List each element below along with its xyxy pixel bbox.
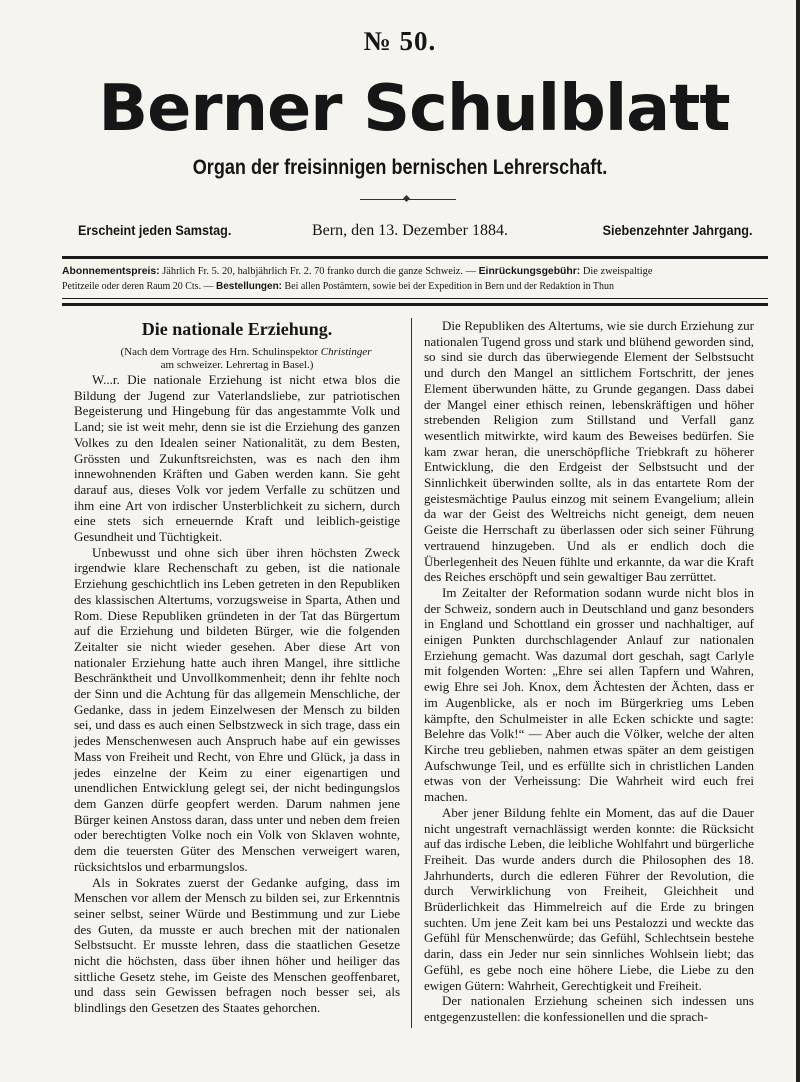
- masthead-subtitle: Organ der freisinnigen bernischen Lehrerschaft.: [192, 156, 608, 179]
- subscription-notice-line-1: Abonnementspreis: Jährlich Fr. 5. 20, halbjährlich Fr. 2. 70 franko durch die ganze Schweiz. — Einrückungsgebühr: Die zweispaltige: [62, 265, 653, 277]
- article-paragraph: Aber jener Bildung fehlte ein Moment, das auf die Dauer nicht ungestraft vernachlässigt werden konnte: die Rücksicht auf das irdische Leben, die leibliche Wohlfahrt und bürgerliche Freiheit. Das wurde anders durch die Philosophen des 18. Jahrhunderts, durch die edleren Führer der Revolution, die durch Verwirklichung von Freiheit, Gleichheit und Brüderlichkeit das Himmelreich auf die Erde zu bringen suchten. Um jene Zeit kam bei uns Pestalozzi und weckte das Gefühl für Menschenwürde; das Gefühl, Schlechtsein bestehe darin, dass ein Jeder nur sein sinnliches Wohlsein liebt; das Gefühl, es gebe noch eine höhere Liebe, die Liebe zu den ewigen Gütern: Wahrheit, Gerechtigkeit und Freiheit.: [424, 804, 754, 993]
- article-column-left: [74, 318, 400, 1016]
- article-column-right: [424, 318, 754, 1025]
- article-paragraph: Der nationalen Erziehung scheinen sich indessen uns entgegenzustellen: die konfessionellen und die sprach-: [424, 993, 754, 1024]
- issue-number: № 50.: [363, 26, 437, 56]
- subscription-notice-line-2: Petitzeile oder deren Raum 20 Cts. — Bestellungen: Bei allen Postämtern, sowie bei der Expedition in Bern und der Redaktion in Thun: [62, 280, 614, 292]
- article-paragraph: Die Republiken des Altertums, wie sie durch Erziehung zur nationalen Tugend gross und stark und blühend geworden sind, so sind sie durch das überwiegende Element der Selbstsucht und durch den Mangel an sittlichem Fortschritt, der jenes Element überwunden hätte, zu Grunde gegangen. Dass dabei der Mangel einer ethisch reinen, lebenskräftigen und höher strebenden Religion zum Stillstand und Verfall ganz wesentlich mitwirkte, wird kaum des Beweises bedürfen. Sie kam zwar heran, die unerschöpfliche Triebkraft zu höherer Entwicklung, die den Erdgeist der Selbstsucht und der Sinnlichkeit überwinden sollte, als in das entartete Rom der geistesmächtige Paulus einzog mit seinem Evangelium; allein da war der Geist des Weltreichs nicht geneigt, dem neuen Geiste die Herrschaft zu überlassen oder sich seiner Führung vertrauend hinzugeben. Und als er endlich doch die Überlegenheit des Neuen fühlte und erkannte, da war die Kraft des Reiches erschöpft und sein gewaltiger Bau zerrüttet.: [424, 318, 754, 585]
- publication-frequency: Erscheint jeden Samstag.: [78, 222, 232, 238]
- rule-mid: [62, 298, 768, 299]
- article-paragraph: Als in Sokrates zuerst der Gedanke aufging, dass im Menschen vor allem der Mensch zu bilden sei, zur Erkenntnis seiner selbst, seiner Würde und Bestimmung und zur Liebe des Guten, da musste er auch brechen mit der nationalen Selbstsucht. Er musste lehren, dass die staatlichen Gesetze nicht die höchsten, dass über ihnen höher und heiliger das sittliche Gesetz stehe, im Geiste des Menschen geoffenbaret, und dass sein Gewissen befragen noch besser sei, als blindlings den Gesetzen des Staates gehorchen.: [74, 874, 400, 1016]
- ornament-divider: [360, 196, 456, 202]
- rule-top: [62, 256, 768, 259]
- article-paragraph: W...r. Die nationale Erziehung ist nicht etwa blos die Bildung der Jugend zur Vaterlandsliebe, zur patriotischen Begeisterung und Hingebung für das angestammte Volk und Land; sie ist weit mehr, denn sie ist die Erziehung des ganzen Volkes zu den Idealen seiner Nationalität, zu dem Besten, Grössten und Zukunftsreichsten, was es nach den ihm innewohnenden Kräften und Gaben werden kann. Sie geht darauf aus, dieses Volk vor jedem Verfalle zu schützen und ihm eine Art von irdischer Unsterblichkeit zu sichern, durch eine stets sich erneuernde Kraft und leiblich-geistige Gesundheit und Tüchtigkeit.: [74, 372, 400, 545]
- page-edge: [796, 0, 800, 1082]
- article-paragraph: Im Zeitalter der Reformation sodann wurde nicht blos in der Schweiz, sondern auch in Deutschland und ganz besonders in England und Schottland ein grosser und nachhaltiger, auf einigen Punkten durchschlagender Anlauf zur nationalen Erziehung gemacht. Was dazumal dort geschah, sagt Carlyle mit folgenden Worten: „Ehre sei allen Tapfern und Wahren, ewig Ehre sei Joh. Knox, dem Ächtesten der Ächten, dass er im Augenblicke, als er noch im Bürgerkrieg ums Leben kämpfte, den Schulmeister in alle Ecken schickte und sagte: Belehre das Volk!“ — Aber auch die Völker, welche der alten Kirche treu geblieben, nahmen etwas später an dem geistigen Aufschwunge Teil, und es erfüllte sich in christlichen Landen etwas von der Verheissung: Die Wahrheit wird euch frei machen.: [424, 584, 754, 805]
- column-divider: [411, 318, 412, 1028]
- label-insertion-fee: Einrückungsgebühr:: [478, 265, 581, 277]
- masthead-title: Berner Schulblatt: [98, 72, 730, 146]
- publication-volume: Siebenzehnter Jahrgang.: [602, 222, 752, 238]
- publication-date: Bern, den 13. Dezember 1884.: [312, 222, 508, 239]
- publication-info: [72, 222, 756, 242]
- label-subscription-price: Abonnementspreis:: [62, 265, 160, 277]
- rule-bottom: [62, 303, 768, 306]
- label-orders: Bestellungen:: [216, 280, 282, 292]
- article-title: Die nationale Erziehung.: [141, 319, 333, 339]
- article-paragraph: Unbewusst und ohne sich über ihren höchsten Zweck irgendwie klare Rechenschaft zu geben, ist die nationale Erziehung geschichtlich ins Leben getreten in den Republiken des klassischen Altertums, vorzugsweise in Sparta, Athen und Rom. Diese Republiken gründeten in der Tat das Bürgertum auf die Erziehung und bildeten Bürger, wie die folgenden Zeitalter sie nicht wieder gesehen. Aber diese Art von nationaler Erziehung hatte auch ihren Mangel, ihre sittliche Beschränktheit und Unvollkommenheit; denn ihr fehlte noch der Sinn und die Achtung für das allgemein Menschliche, der Gedanke, dass in jedem Einzelwesen der Mensch zu bilden sei, und dass es auch einen Selbstzweck in sich trage, dass ein jedes Menschenwesen auch Anspruch habe auf ein gewisses Mass von Freiheit und Recht, von Ehre und Glück, ja dass in jedes einzelne der Keim zu einer eigenartigen und unendlichen Entwicklung gelegt sei, der nicht bedingungslos dem Ganzen dürfe geopfert werden. Darum nahmen jene Bürger keinen Anstoss daran, dass unter und neben dem freien oder berechtigten Volke noch ein Volk von Sklaven wohnte, dem die teuersten Güter des Menschen verweigert waren, rücksichtslos und erbarmungslos.: [74, 544, 400, 874]
- article-source-note: (Nach dem Vortrage des Hrn. Schulinspektor Christinger am schweizer. Lehrertag in Basel.): [120, 346, 372, 371]
